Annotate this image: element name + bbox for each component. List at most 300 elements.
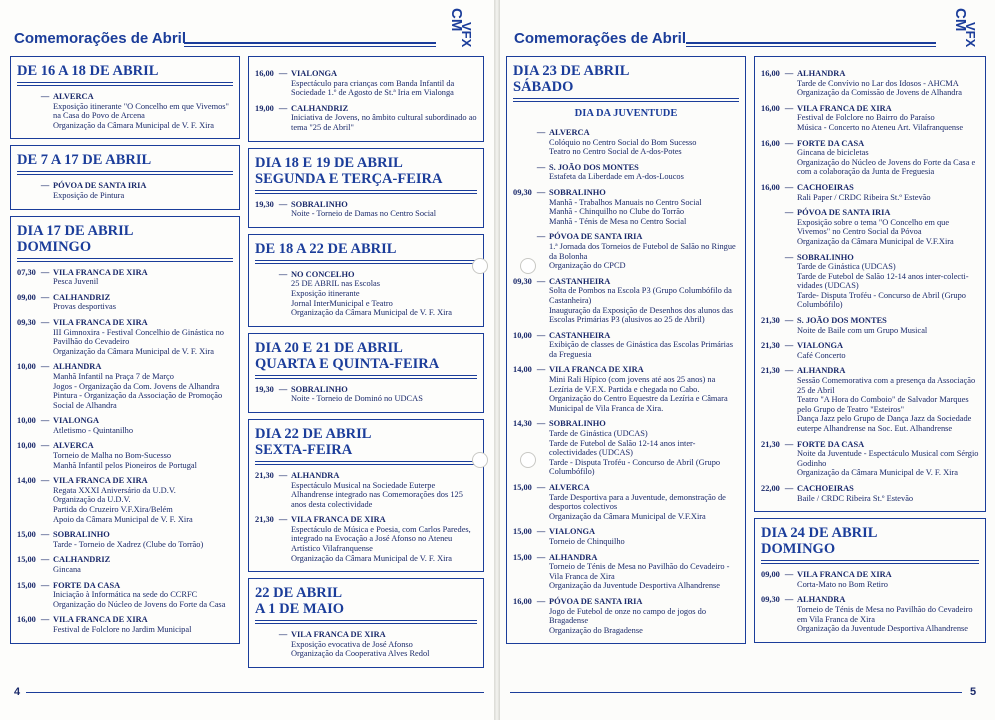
event-place: CALHANDRIZ [53, 555, 111, 565]
event-body [797, 69, 979, 98]
event-place: ALVERCA [53, 441, 94, 451]
event-description: Gincana de bicicletas [797, 148, 869, 158]
event-item [255, 104, 477, 133]
event-time: 10,00 [513, 330, 532, 340]
event-description: Exposição evocativa de José Afonso [291, 639, 413, 649]
event-time: 21,30 [761, 341, 780, 351]
event-time: 22,00 [761, 483, 780, 493]
event-body [53, 416, 233, 435]
event-time: 16,00 [761, 103, 780, 113]
event-description: Organização da Câmara Municipal de V. F. Xira [53, 120, 214, 130]
event-dash: — [40, 292, 50, 302]
event-time: 16,00 [761, 69, 780, 78]
heading-rule [255, 375, 477, 379]
event-description: Pintura - Organização da Associação de Promoção Social de Alhandra [53, 391, 223, 410]
event-place: NO CONCELHO [291, 269, 355, 279]
event-time [513, 128, 533, 157]
event-description: Organização da Juventude Desportiva Alhandrense [797, 624, 969, 634]
event-description: Organização do Bragadense [549, 625, 643, 635]
event-dash: — [278, 384, 288, 394]
event-dash: — [536, 365, 546, 375]
event-item [17, 318, 233, 356]
event-place: ALHANDRA [797, 366, 846, 376]
event-dash: — [536, 483, 546, 492]
event-time: 09,30 [513, 187, 532, 197]
event-description: Iniciativa de Jovens, no âmbito cultural subordinado ao tema "25 de Abril" [291, 113, 477, 132]
day-subheading: DIA DA JUVENTUDE [574, 108, 678, 119]
event-description: Atletismo - Quintanilho [53, 425, 134, 435]
event-item [17, 293, 233, 312]
event-body [53, 92, 233, 130]
event-time: 19,30 [255, 384, 274, 394]
event-description: Mini Rali Hípico (com jovens até aos 25 anos) na Lezíria de V.F.X. Partida e chegada no Cabo. [549, 375, 716, 394]
event-item [761, 440, 979, 478]
event-description: Iniciação à Informática na sede do CCRFC [53, 590, 198, 600]
footer-rule-right [510, 692, 962, 695]
event-body [291, 471, 477, 509]
column-4 [754, 56, 986, 649]
day-section [10, 145, 240, 209]
event-time: 09,00 [761, 570, 780, 580]
right-header [514, 30, 934, 52]
event-body [797, 484, 979, 503]
event-item [255, 270, 477, 318]
event-place: ALHANDRA [797, 595, 846, 605]
event-item [761, 484, 979, 503]
event-time: 15,00 [513, 483, 532, 492]
event-dash: — [278, 199, 288, 209]
event-body [549, 419, 739, 477]
day-section [248, 333, 484, 413]
column-1 [10, 56, 240, 650]
event-dash: — [536, 527, 546, 537]
event-place: FORTE DA CASA [797, 439, 865, 449]
event-time: 19,00 [255, 103, 274, 113]
event-place: VILA FRANCA DE XIRA [53, 615, 148, 625]
event-item [513, 128, 739, 157]
day-section [248, 419, 484, 572]
day-section [248, 148, 484, 228]
event-item [761, 253, 979, 311]
event-body [291, 200, 477, 219]
event-item [17, 268, 233, 287]
event-item [761, 341, 979, 360]
event-item [513, 277, 739, 325]
event-description: Manhã - Chinquilho no Clube do Torrão [549, 207, 685, 217]
event-body [797, 183, 979, 202]
event-description: Tarde de Ginástica (UDCAS) [797, 262, 896, 272]
event-item [761, 366, 979, 433]
event-place: VILA FRANCA DE XIRA [291, 630, 386, 640]
event-body [291, 385, 477, 404]
event-description: Tarde de Futebol de Salão 12-14 anos inter-colectividades (UDCAS) [549, 438, 696, 458]
event-dash: — [40, 416, 50, 426]
event-body [291, 630, 477, 659]
event-description: Provas desportivas [53, 302, 117, 312]
event-place: CACHOEIRAS [797, 483, 854, 493]
event-dash: — [784, 252, 794, 262]
event-body [549, 483, 739, 521]
event-place: VIALONGA [291, 69, 338, 78]
event-item [17, 555, 233, 574]
event-time: 15,00 [513, 527, 532, 537]
event-time [17, 92, 37, 130]
event-body [291, 270, 477, 318]
event-description: Jogos - Organização da Com. Jovens de Alhandra [53, 381, 220, 391]
event-dash: — [784, 316, 794, 326]
event-time [761, 253, 781, 311]
event-place: CALHANDRIZ [53, 292, 111, 302]
event-description: Manhã - Ténis de Mesa no Centro Social [549, 216, 687, 226]
event-place: SOBRALINHO [549, 187, 606, 197]
heading-rule [513, 98, 739, 102]
event-item [513, 597, 739, 635]
event-item [255, 515, 477, 563]
event-description: Regata XXXI Aniversário da U.D.V. [53, 485, 176, 495]
event-dash: — [784, 208, 794, 218]
day-heading: DIA 18 E 19 DE ABRIL SEGUNDA E TERÇA-FEIRA [255, 154, 443, 187]
event-place: ALVERCA [53, 92, 94, 101]
event-description: Espectáculo Musical na Sociedade Euterpe Alhandrense integrado nas Comemorações dos 125 anos desta colectividade [291, 480, 463, 509]
event-time: 14,30 [513, 419, 532, 429]
event-item [17, 530, 233, 549]
event-description: Organização do Centro Equestre da Lezíria e Câmara Municipal de Vila Franca de Xira. [549, 394, 728, 413]
event-item [513, 163, 739, 182]
event-body [797, 253, 979, 311]
event-description: Noite da Juventude - Espectáculo Musical com Sérgio Godinho [797, 449, 979, 468]
event-body [53, 362, 233, 410]
event-dash: — [40, 615, 50, 625]
event-description: Teatro "A Hora do Comboio" de Salvador Marques pelo Grupo de Teatro "Esteiros" [797, 395, 969, 414]
event-dash: — [536, 596, 546, 606]
municipal-logo-icon [946, 4, 986, 48]
event-item [513, 553, 739, 591]
event-description: Manhã - Trabalhos Manuais no Centro Social [549, 197, 702, 207]
event-dash: — [40, 555, 50, 565]
event-place: VILA FRANCA DE XIRA [53, 476, 148, 486]
event-time: 21,30 [761, 316, 780, 326]
event-time: 10,00 [17, 416, 36, 426]
event-dash: — [784, 439, 794, 449]
event-dash: — [784, 483, 794, 493]
event-body [549, 277, 739, 325]
event-description: Rali Paper / CRDC Ribeira St.º Estevão [797, 192, 931, 202]
column-3 [506, 56, 746, 650]
event-body [797, 440, 979, 478]
event-body [549, 128, 739, 157]
heading-rule [17, 171, 233, 175]
event-description: Organização do CPCD [549, 261, 626, 271]
event-time: 09,30 [761, 595, 780, 605]
event-body [549, 188, 739, 226]
event-place: SOBRALINHO [549, 419, 606, 429]
heading-rule [17, 82, 233, 86]
event-item [17, 362, 233, 410]
day-section [10, 56, 240, 139]
event-description: Música - Concerto no Ateneu Art. Vilafranquense [797, 122, 964, 132]
header-rule [686, 42, 936, 47]
day-heading: DE 7 A 17 DE ABRIL [17, 152, 152, 169]
event-description: Organização da Câmara Municipal de V.F.Xira [797, 236, 954, 246]
event-place: SOBRALINHO [53, 530, 110, 540]
event-description: Exibição de classes de Ginástica das Escolas Primárias da Freguesia [549, 340, 733, 359]
event-item [761, 595, 979, 633]
event-place: CALHANDRIZ [291, 103, 349, 113]
event-place: VILA FRANCA DE XIRA [797, 103, 892, 113]
event-description: 1.ª Jornada dos Torneios de Futebol de Salão no Ringue da Bolonha [549, 241, 736, 261]
event-body [549, 597, 739, 635]
event-dash: — [40, 92, 50, 101]
heading-rule [255, 260, 477, 264]
event-place: S. JOÃO DOS MONTES [797, 316, 887, 326]
event-description: Organização da Câmara Municipal de V. F. Xira [291, 308, 452, 318]
event-item [761, 570, 979, 589]
event-time: 09,00 [17, 292, 36, 302]
event-item [513, 527, 739, 546]
event-time [761, 208, 781, 246]
event-body [549, 163, 739, 182]
event-time: 19,30 [255, 199, 274, 209]
event-place: VIALONGA [549, 527, 596, 537]
event-item [513, 331, 739, 360]
event-place: ALVERCA [549, 128, 590, 137]
event-time: 10,00 [17, 441, 36, 451]
event-dash: — [784, 182, 794, 192]
svg-text:VFX: VFX [963, 22, 978, 48]
event-place: SOBRALINHO [291, 384, 348, 394]
event-item [761, 316, 979, 335]
day-section [248, 56, 484, 142]
event-description: Exposição sobre o tema "O Concelho em que Vivemos" no Centro Social da Póvoa [797, 217, 950, 237]
event-item [513, 188, 739, 226]
event-time: 15,00 [17, 555, 36, 565]
event-description: Tarde de Convívio no Lar dos Idosos - AHCMA [797, 78, 959, 88]
event-description: Manhã Infantil pelos Pioneiros de Portugal [53, 460, 197, 470]
event-dash: — [278, 269, 288, 279]
event-dash: — [536, 128, 546, 137]
event-description: Inauguração da Exposição de Desenhos dos alunos das Escolas Primárias P3 (alusivos ao 25 de Abril) [549, 305, 733, 325]
event-dash: — [784, 69, 794, 78]
event-item [255, 471, 477, 509]
event-description: Dança Jazz pelo Grupo de Dança Jazz da Sociedade euterpe Alhandrense na Soc. Eut. Alhandrense [797, 414, 972, 433]
event-time: 14,00 [17, 476, 36, 486]
event-time: 21,30 [761, 439, 780, 449]
event-dash: — [536, 330, 546, 340]
event-dash: — [784, 138, 794, 148]
event-description: Tarde Desportiva para a Juventude, demonstração de desportos colectivos [549, 492, 726, 512]
event-dash: — [278, 470, 288, 480]
event-place: SOBRALINHO [291, 199, 348, 209]
event-body [549, 331, 739, 360]
event-description: Organização da Comissão de Jovens de Alhandra [797, 88, 962, 98]
right-page [500, 0, 995, 720]
event-time: 15,00 [17, 530, 36, 540]
event-body [797, 316, 979, 335]
event-dash: — [40, 362, 50, 372]
event-description: Noite - Torneio de Dominó no UDCAS [291, 394, 423, 404]
event-time: 16,00 [255, 69, 274, 78]
event-body [53, 181, 233, 200]
event-description: Estafeta da Liberdade em A-dos-Loucos [549, 172, 684, 182]
event-place: PÓVOA DE SANTA IRIA [53, 181, 147, 191]
event-time: 16,00 [761, 138, 780, 148]
event-body [797, 570, 979, 589]
event-description: Torneio de Malha no Bom-Sucesso [53, 451, 172, 461]
column-2 [248, 56, 484, 674]
event-description: Tarde - Torneio de Xadrez (Clube do Torrão) [53, 539, 204, 549]
event-dash: — [40, 580, 50, 590]
event-time: 21,30 [255, 515, 274, 525]
event-description: 25 DE ABRIL nas Escolas [291, 279, 381, 289]
event-time [255, 630, 275, 659]
event-item [761, 139, 979, 177]
event-description: Colóquio no Centro Social do Bom Sucesso [549, 137, 697, 147]
event-description: Organização da Juventude Desportiva Alhandrense [549, 581, 721, 591]
event-place: CASTANHEIRA [549, 276, 611, 286]
event-item [761, 69, 979, 98]
day-heading: DIA 17 DE ABRIL DOMINGO [17, 222, 134, 255]
event-time: 15,00 [17, 580, 36, 590]
event-dash: — [784, 341, 794, 351]
svg-text:VFX: VFX [459, 22, 474, 48]
event-description: Baile / CRDC Ribeira St.º Estevão [797, 493, 914, 503]
event-description: Organização do Núcleo de Jovens do Forte da Casa e com a colaboração da Junta de Freguesia [797, 157, 976, 177]
event-description: Tarde - Disputa Troféu - Concurso de Abril (Grupo Columbófilo) [549, 457, 721, 477]
event-description: Organização da Cooperativa Alves Redol [291, 649, 430, 659]
event-description: Café Concerto [797, 350, 846, 360]
event-item [17, 615, 233, 634]
event-description: Torneio de Chinquilho [549, 536, 625, 546]
event-place: FORTE DA CASA [53, 580, 121, 590]
event-description: Festival de Folclore no Bairro do Paraíso [797, 113, 935, 123]
event-body [53, 581, 233, 610]
event-item [17, 441, 233, 470]
event-item [17, 476, 233, 524]
event-description: Exposição itinerante [291, 288, 360, 298]
event-body [549, 365, 739, 413]
event-description: Pesca Juvenil [53, 277, 99, 287]
event-time [17, 181, 37, 200]
event-time: 09,30 [513, 276, 532, 286]
day-section [754, 56, 986, 512]
event-body [291, 515, 477, 563]
event-body [549, 527, 739, 546]
event-body [797, 595, 979, 633]
event-description: Espectáculo de Música e Poesia, com Carlos Paredes, integrado na Evocação a José Afonso no Ateneu Artístico Vilafranquense [291, 524, 471, 554]
event-dash: — [40, 476, 50, 486]
event-description: III Gimnoxira - Festival Concelhio de Ginástica no Pavilhão do Cevadeiro [53, 327, 224, 347]
heading-rule [255, 190, 477, 194]
heading-rule [17, 258, 233, 262]
event-dash: — [536, 552, 546, 562]
day-heading: DIA 24 DE ABRIL DOMINGO [761, 525, 878, 558]
event-description: Organização da Câmara Municipal de V. F. Xira [797, 468, 958, 478]
left-page [0, 0, 494, 720]
event-item [513, 232, 739, 270]
event-time: 16,00 [513, 596, 532, 606]
event-description: Tarde- Disputa Troféu - Concurso de Abril (Grupo Columbófilo) [797, 290, 966, 310]
event-description: Espectáculo para crianças com Banda Infantil da Sociedade 1.º de Agosto de St.ª Iria em Vialonga [291, 78, 455, 98]
event-description: Apoio da Câmara Municipal de V. F. Xira [53, 514, 193, 524]
event-item [513, 365, 739, 413]
event-description: Jogo de Futebol de onze no campo de jogos do Bragadense [549, 606, 707, 626]
event-dash: — [278, 69, 288, 78]
event-place: VILA FRANCA DE XIRA [797, 570, 892, 580]
day-heading: DIA 22 DE ABRIL SEXTA-FEIRA [255, 425, 372, 458]
day-heading: DE 16 A 18 DE ABRIL [17, 63, 159, 79]
event-place: PÓVOA DE SANTA IRIA [797, 208, 891, 218]
event-description: Corta-Mato no Bom Retiro [797, 579, 888, 589]
event-description: Festival de Folclore no Jardim Municipal [53, 624, 192, 634]
event-item [761, 104, 979, 133]
day-section [10, 216, 240, 644]
event-dash: — [536, 187, 546, 197]
event-description: Solta de Pombos na Escola P3 (Grupo Columbófilo da Castanheira) [549, 286, 732, 305]
event-body [53, 615, 233, 634]
svg-text:CM: CM [952, 8, 969, 32]
event-body [797, 104, 979, 133]
event-time: 16,00 [761, 182, 780, 192]
event-dash: — [784, 103, 794, 113]
day-heading: 22 DE ABRIL A 1 DE MAIO [255, 585, 345, 618]
event-description: Manhã Infantil na Praça 7 de Março [53, 371, 174, 381]
event-body [53, 476, 233, 524]
event-item [761, 208, 979, 246]
event-place: VILA FRANCA DE XIRA [291, 515, 386, 525]
event-description: Exposição itinerante "O Concelho em que Vivemos" na Casa do Povo de Arcena [53, 101, 229, 121]
left-header [14, 30, 434, 52]
event-dash: — [40, 530, 50, 540]
event-item [17, 92, 233, 130]
event-time: 14,00 [513, 365, 532, 375]
event-description: Torneio de Ténis de Mesa no Pavilhão do Cevadeiro em Vila Franca de Xira [797, 604, 973, 624]
municipal-logo-icon [442, 4, 482, 48]
header-rule [184, 42, 436, 47]
event-place: VILA FRANCA DE XIRA [53, 317, 148, 327]
event-description: Organização da Câmara Municipal de V. F. Xira [53, 346, 214, 356]
event-place: FORTE DA CASA [797, 138, 865, 148]
event-item [513, 483, 739, 521]
event-description: Noite de Baile com um Grupo Musical [797, 325, 928, 335]
event-time [513, 232, 533, 270]
event-item [255, 200, 477, 219]
event-time [513, 163, 533, 182]
heading-rule [255, 620, 477, 624]
event-description: Tarde de Futebol de Salão 12-14 anos inter-colecti-vidades (UDCAS) [797, 271, 969, 291]
day-section [248, 578, 484, 668]
heading-rule [761, 560, 979, 564]
event-item [255, 385, 477, 404]
binder-hole [472, 452, 488, 468]
event-place: PÓVOA DE SANTA IRIA [549, 232, 643, 242]
event-description: Sessão Comemorativa com a presença da Associação 25 de Abril [797, 376, 976, 395]
event-time: 16,00 [17, 615, 36, 625]
event-time: 09,30 [17, 317, 36, 327]
event-item [513, 419, 739, 477]
event-body [549, 553, 739, 591]
event-description: Organização da Câmara Municipal de V. F. Xira [291, 553, 452, 563]
event-dash: — [278, 630, 288, 640]
event-time: 07,30 [17, 267, 36, 277]
event-description: Gincana [53, 565, 81, 574]
footer-rule-left [26, 692, 484, 695]
page-number-left: 4 [14, 686, 21, 698]
day-heading: DIA 23 DE ABRIL SÁBADO [513, 63, 630, 95]
event-place: ALHANDRA [291, 470, 340, 480]
day-section [506, 56, 746, 644]
event-place: ALHANDRA [53, 362, 102, 372]
event-body [291, 104, 477, 133]
